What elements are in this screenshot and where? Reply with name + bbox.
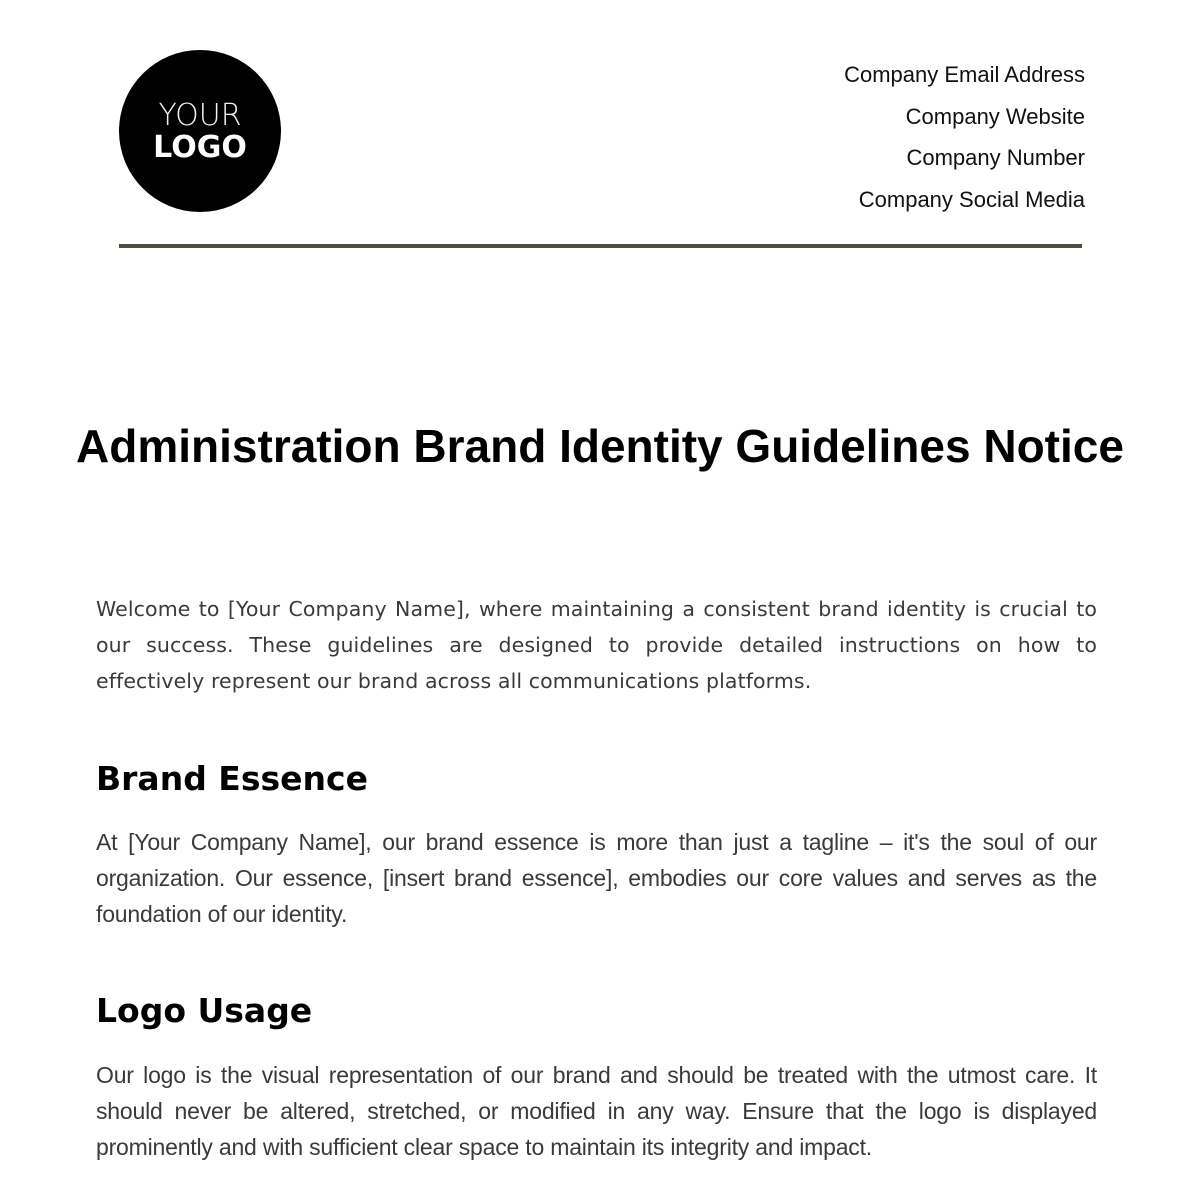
section-heading-logo-usage: Logo Usage bbox=[96, 991, 313, 1030]
company-email: Company Email Address bbox=[844, 62, 1085, 87]
header-divider bbox=[119, 244, 1082, 248]
section-body-brand-essence: At [Your Company Name], our brand essence is more than just a tagline – it's the soul of our organization. Our essence, [insert brand essence], embodies our core values and serves as the foundation of our identity. bbox=[96, 829, 1097, 927]
company-number: Company Number bbox=[906, 145, 1085, 170]
company-contact-block bbox=[844, 54, 1085, 220]
intro-paragraph: Welcome to [Your Company Name], where maintaining a consistent brand identity is crucial to our success. These guidelines are designed to provide detailed instructions on how to effectively represent our brand across all communications platforms. bbox=[96, 597, 1097, 693]
logo-text-your: YOUR bbox=[158, 98, 242, 133]
company-logo bbox=[119, 50, 281, 212]
logo-text-logo: LOGO bbox=[153, 130, 247, 165]
section-body-logo-usage: Our logo is the visual representation of our brand and should be treated with the utmost care. It should never be altered, stretched, or modified in any way. Ensure that the logo is displayed prominently and with sufficient clear space to maintain its integrity and impact. bbox=[96, 1062, 1097, 1160]
company-website: Company Website bbox=[905, 103, 1085, 129]
company-social-media: Company Social Media bbox=[858, 186, 1085, 212]
document-title: Administration Brand Identity Guidelines Notice bbox=[76, 420, 1124, 472]
section-heading-brand-essence: Brand Essence bbox=[96, 759, 368, 798]
